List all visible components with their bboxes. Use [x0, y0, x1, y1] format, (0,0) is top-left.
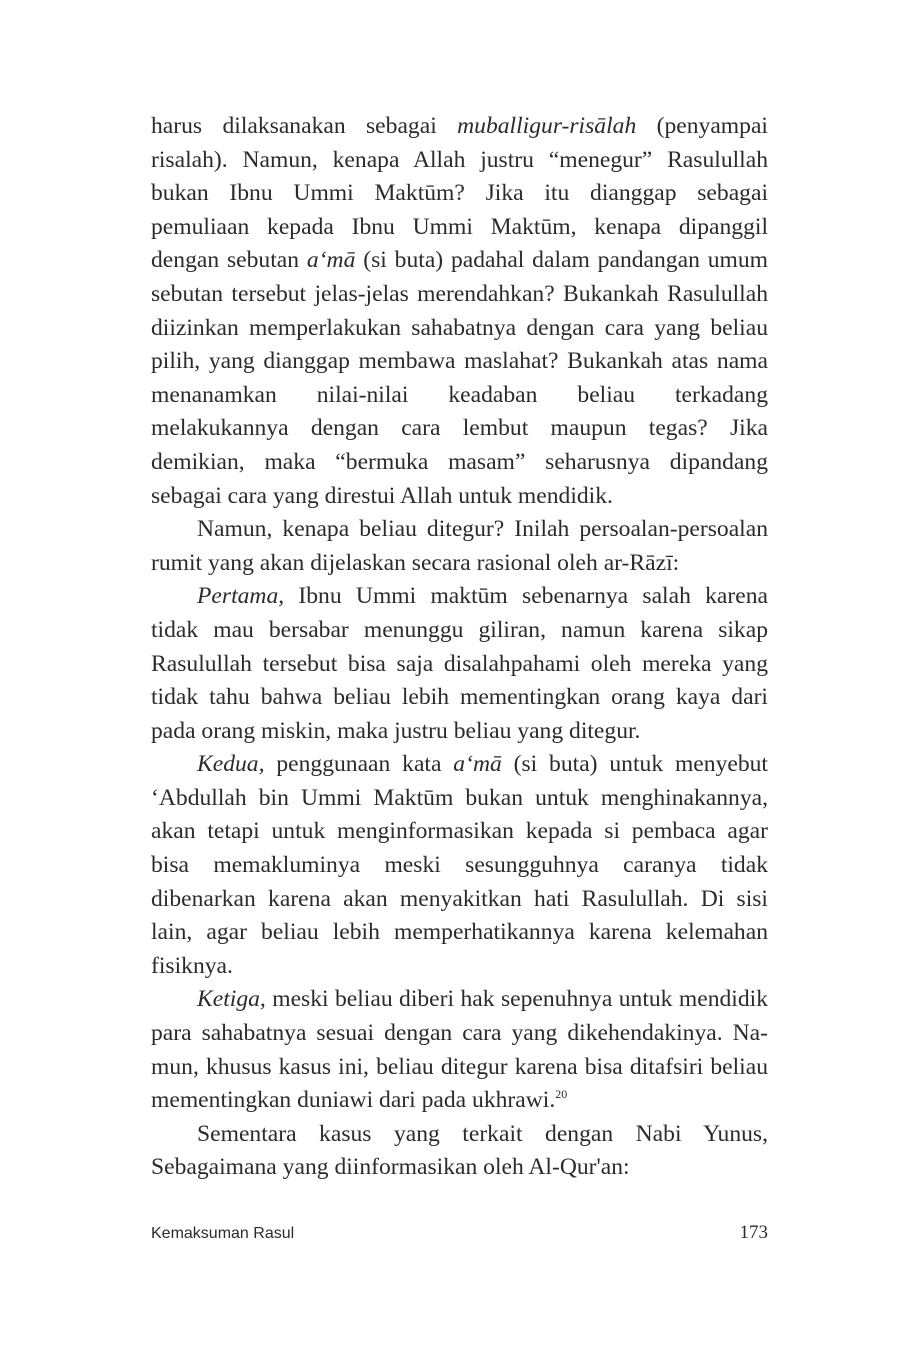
page-footer	[151, 1222, 768, 1244]
body-text	[151, 110, 768, 1185]
paragraph-3: Pertama, Ibnu Ummi maktūm sebenarnya salah karena tidak mau bersabar menunggu giliran, namun karena sikap Rasulullah tersebut bisa saja disalahpahami oleh mereka yang tidak tahu bahwa beliau lebih mementingkan orang kaya dari pada orang miskin, maka justru beliau yang ditegur.	[151, 583, 768, 744]
footnote-marker[interactable]: 20	[555, 1087, 568, 1102]
paragraph-1: harus dilaksanakan sebagai muballigur-risālah (penyampai risalah). Namun, kenapa Allah justru “menegur” Rasulullah bukan Ibnu Ummi Maktūm? Jika itu dianggap sebagai pemuliaan kepada Ibnu Ummi Maktūm, kenapa dipanggil dengan sebutan a‘mā (si buta) padahal dalam pandangan umum sebutan tersebut jelas-jelas merendahkan? Bukankah Rasulullah diizinkan memperlakukan sahabatnya dengan cara yang beliau pilih, yang dianggap membawa maslahat? Bukankah atas nama menanamkan nilai-nilai keadaban beliau terkadang melakukannya dengan cara lembut maupun tegas? Jika demikian, maka “bermuka masam” seharusnya dipandang sebagai cara yang direstui Allah untuk mendidik.	[151, 113, 769, 509]
running-title: Kemaksuman Rasul	[151, 1225, 295, 1242]
paragraph-5: Ketiga, meski beliau diberi hak sepenuhnya untuk mendidik para sahabatnya sesuai dengan cara yang dikehendakinya. Na-mun, khusus kasus ini, beliau ditegur karena bisa ditafsiri beliau mementingkan duniawi dari pada ukhrawi.$^{20}$	[151, 986, 768, 1114]
paragraph-4: Kedua, penggunaan kata a‘mā (si buta) untuk menyebut ‘Abdullah bin Ummi Maktūm bukan untuk menghinakannya, akan tetapi untuk menginformasikan kepada si pembaca agar bisa memakluminya meski sesungguhnya caranya tidak dibenarkan karena akan menyakitkan hati Rasulullah. Di sisi lain, agar beliau lebih memperhatikannya karena kelemahan fisiknya.	[151, 751, 768, 979]
page-number: 173	[739, 1222, 768, 1243]
paragraph-2: Namun, kenapa beliau ditegur? Inilah persoalan-persoalan rumit yang akan dijelaskan secara rasional oleh ar-Rāzī:	[151, 516, 768, 576]
paragraph-6: Sementara kasus yang terkait dengan Nabi Yunus, Sebagaimana yang diinformasikan oleh Al-Qur'an:	[151, 1120, 768, 1181]
